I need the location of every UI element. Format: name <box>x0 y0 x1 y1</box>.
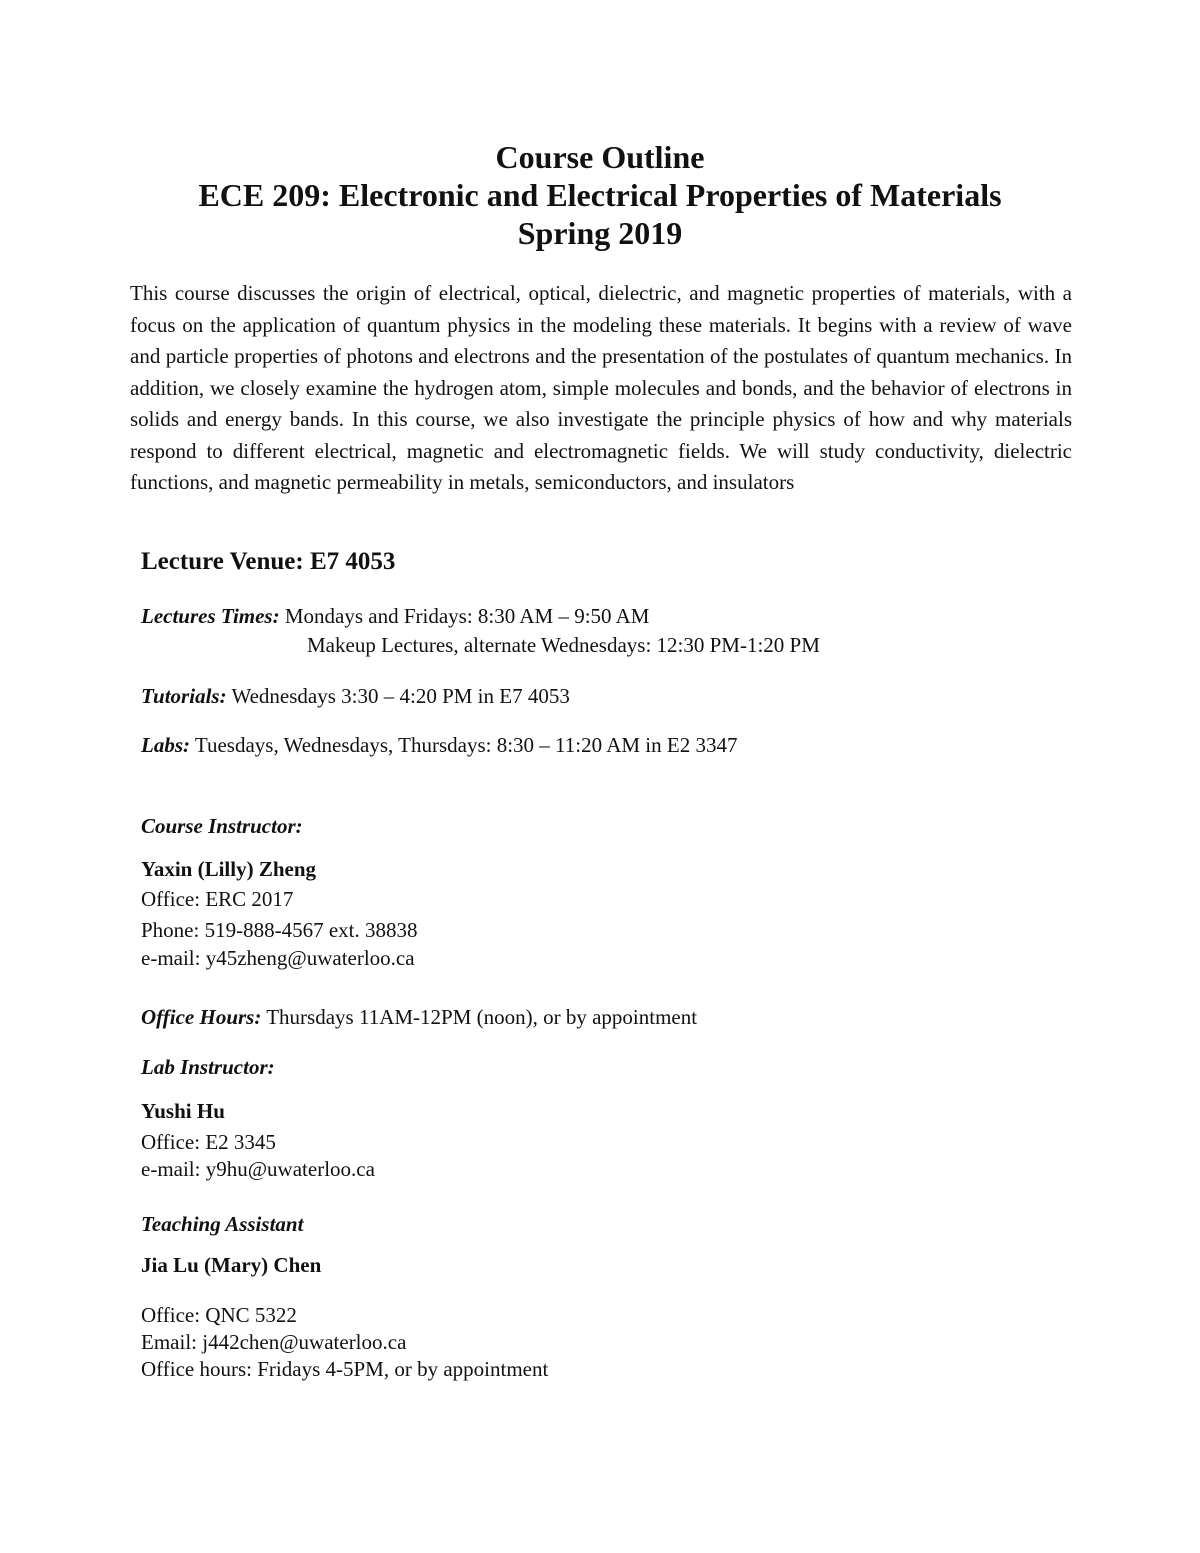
lectures-times-line <box>141 604 649 629</box>
course-instructor-phone: Phone: 519-888-4567 ext. 38838 <box>141 918 418 942</box>
lectures-times-value: Mondays and Fridays: 8:30 AM – 9:50 AM <box>284 604 650 628</box>
teaching-assistant-name: Jia Lu (Mary) Chen <box>141 1253 322 1277</box>
document-title <box>0 138 1200 252</box>
tutorials-value: Wednesdays 3:30 – 4:20 PM in E7 4053 <box>231 684 570 708</box>
course-instructor-email: e-mail: y45zheng@uwaterloo.ca <box>141 946 415 970</box>
title-line-1: Course Outline <box>495 139 705 175</box>
lectures-times-label: Lectures Times: <box>141 604 280 628</box>
office-hours-value: Thursdays 11AM-12PM (noon), or by appointment <box>266 1005 698 1029</box>
teaching-assistant-heading: Teaching Assistant <box>141 1212 304 1236</box>
labs-value: Tuesdays, Wednesdays, Thursdays: 8:30 – 11:20 AM in E2 3347 <box>194 733 738 757</box>
lab-instructor-heading: Lab Instructor: <box>141 1055 275 1079</box>
course-description: This course discusses the origin of electrical, optical, dielectric, and magnetic properties of materials, with a focus on the application of quantum physics in the modeling these materials. It begins with a review of wave and particle properties of photons and electrons and the presentation of the postulates of quantum mechanics. In addition, we closely examine the hydrogen atom, simple molecules and bonds, and the behavior of electrons in solids and energy bands. In this course, we also investigate the principle physics of how and why materials respond to different electrical, magnetic and electromagnetic fields. We will study conductivity, dielectric functions, and magnetic permeability in metals, semiconductors, and insulators <box>130 281 1072 494</box>
lab-instructor-office: Office: E2 3345 <box>141 1130 276 1154</box>
makeup-lectures-line: Makeup Lectures, alternate Wednesdays: 12:30 PM-1:20 PM <box>307 633 820 657</box>
title-line-3: Spring 2019 <box>517 215 683 251</box>
teaching-assistant-office: Office: QNC 5322 <box>141 1303 297 1327</box>
office-hours-label: Office Hours: <box>141 1005 262 1029</box>
course-instructor-name: Yaxin (Lilly) Zheng <box>141 857 317 881</box>
teaching-assistant-office-hours: Office hours: Fridays 4-5PM, or by appointment <box>141 1357 549 1381</box>
labs-line <box>141 733 737 758</box>
teaching-assistant-email: Email: j442chen@uwaterloo.ca <box>141 1330 407 1354</box>
lecture-venue: Lecture Venue: E7 4053 <box>141 548 396 575</box>
tutorials-label: Tutorials: <box>141 684 227 708</box>
labs-label: Labs: <box>141 733 190 757</box>
tutorials-line <box>141 684 570 709</box>
lab-instructor-email: e-mail: y9hu@uwaterloo.ca <box>141 1157 375 1181</box>
course-instructor-heading: Course Instructor: <box>141 814 303 838</box>
lab-instructor-name: Yushi Hu <box>141 1099 225 1123</box>
title-line-2: ECE 209: Electronic and Electrical Properties of Materials <box>198 177 1002 213</box>
office-hours-line <box>141 1005 697 1030</box>
course-instructor-office: Office: ERC 2017 <box>141 887 294 911</box>
